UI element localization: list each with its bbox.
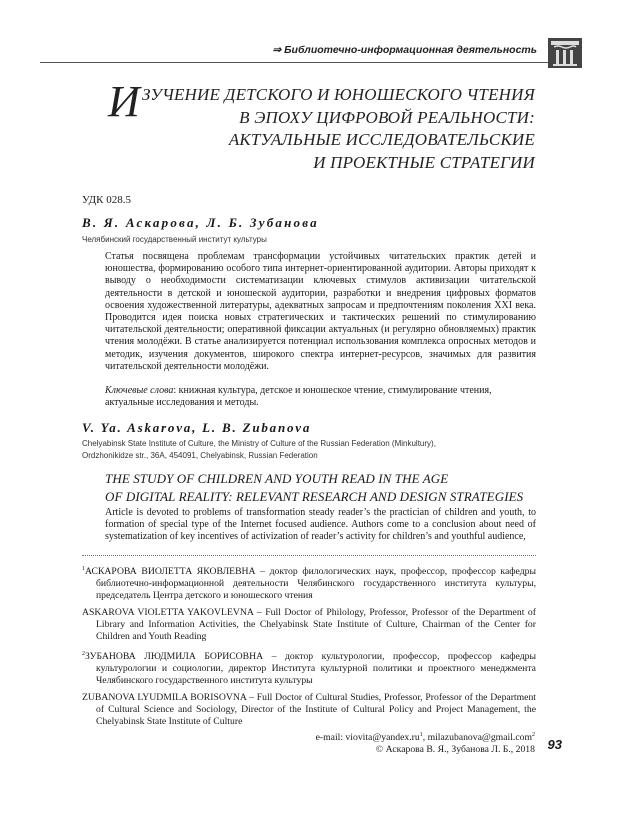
footnote-2-en: ZUBANOVA LYUDMILA BORISOVNA – Full Doctor of Cultural Studies, Professor, Professor of the Department of Cultural Science and Sociology, Director of the Institute of Cultural Policy and Project Management, the Chelyabinsk State Institute of Culture bbox=[82, 692, 536, 728]
contacts bbox=[316, 729, 535, 756]
running-header: ⇒ Библиотечно-информационная деятельность bbox=[272, 44, 537, 56]
title-initial: И bbox=[108, 77, 141, 126]
title-line-2: В ЭПОХУ ЦИФРОВОЙ РЕАЛЬНОСТИ: bbox=[239, 107, 535, 127]
emails: e-mail: $viovita@yandex.ru^1$, milazubanova@gmail.com$^2$ bbox=[315, 732, 535, 744]
keywords-label: Ключевые слова bbox=[105, 385, 174, 396]
affiliation-ru: Челябинский государственный институт культуры bbox=[82, 235, 267, 244]
authors-en: V. Ya. Askarova, L. B. Zubanova bbox=[82, 420, 312, 435]
header-rule bbox=[40, 62, 552, 63]
footnote-2-ru: $^2$ЗУБАНОВА ЛЮДМИЛА БОРИСОВНА – доктор культурологии, профессор, профессор кафедры культурологии и социологии, директор Института культурной политики и проектного менеджмента Челябинского государственного института культуры bbox=[82, 651, 536, 687]
affiliation-en bbox=[82, 438, 542, 461]
copyright: © Аскарова В. Я., Зубанова Л. Б., 2018 bbox=[375, 744, 535, 756]
article-title-en bbox=[105, 470, 523, 506]
keywords-ru bbox=[105, 385, 536, 409]
udk-code: УДК 028.5 bbox=[82, 194, 132, 206]
footnotes bbox=[82, 563, 536, 733]
title-line-1: ИЗУЧЕНИЕ ДЕТСКОГО И ЮНОШЕСКОГО ЧТЕНИЯ bbox=[108, 77, 535, 126]
column-logo-icon bbox=[548, 38, 582, 68]
footnote-1-en: ASKAROVA VIOLETTA YAKOVLEVNA – Full Doctor of Philology, Professor, Professor of the Department of Library and Information Activities, the Chelyabinsk State Institute of Culture, Chairman of the Center for Children and Youth Reading bbox=[82, 607, 536, 643]
title-line-3: АКТУАЛЬНЫЕ ИССЛЕДОВАТЕЛЬСКИЕ bbox=[228, 130, 535, 149]
footnote-separator bbox=[82, 555, 536, 556]
page-number: 93 bbox=[547, 737, 562, 752]
affiliation-en-line-1: Chelyabinsk State Institute of Culture, the Ministry of Culture of the Russian Federation (Minkultury), bbox=[82, 439, 436, 448]
footnote-1-ru: $^1$АСКАРОВА ВИОЛЕТТА ЯКОВЛЕВНА – доктор филологических наук, профессор, профессор кафедры библиотечно-информационной деятельности Челябинского государственного института культуры, председатель Центра детского и юношеского чтения bbox=[82, 566, 536, 602]
title-line-4: И ПРОЕКТНЫЕ СТРАТЕГИИ bbox=[313, 152, 535, 172]
title-en-line-1: THE STUDY OF CHILDREN AND YOUTH READ IN THE AGE bbox=[105, 471, 449, 486]
authors-ru: В. Я. Аскарова, Л. Б. Зубанова bbox=[82, 215, 319, 230]
keywords-text: : книжная культура, детское и юношеское чтение, стимулирование чтения, актуальные исследования и методы. bbox=[105, 385, 492, 409]
title-en-line-2: OF DIGITAL REALITY: RELEVANT RESEARCH AND DESIGN STRATEGIES bbox=[105, 489, 524, 504]
article-title-ru bbox=[108, 77, 535, 174]
affiliation-en-line-2: Ordzhonikidze str., 36A, 454091, Chelyabinsk, Russian Federation bbox=[82, 450, 318, 460]
abstract-ru: Статья посвящена проблемам трансформации устойчивых читательских практик детей и юношества, формированию особого типа интернет-ориентированной аудитории. Авторы приходят к выводу о необходимости систематизации ключевых стимулов активизации читательской деятельности в детской и юношеской аудитории, разработки и внедрения цифровых форматов освоения художественной литературы, адекватных запросам и предпочтениям поколения XXI века. Проводится идея поиска новых стратегических и тактических решений по стимулированию читательской деятельности; оперативной фиксации актуальных (и регулярно обновляемых) практик чтения молодёжи. В статье анализируется потенциал использования комплекса опросных методов и методик, изучения документов, широкого спектра интернет-ресурсов, значимых для развития читательской деятельности молодёжи. bbox=[105, 251, 536, 372]
abstract-en: Article is devoted to problems of transformation steady reader’s the practician of children and youth, to formation of special type of the Internet focused audience. Authors come to a conclusion about need of systematization of key incentives of activization of reader’s activity for children’s and youthful audience, bbox=[105, 507, 536, 543]
